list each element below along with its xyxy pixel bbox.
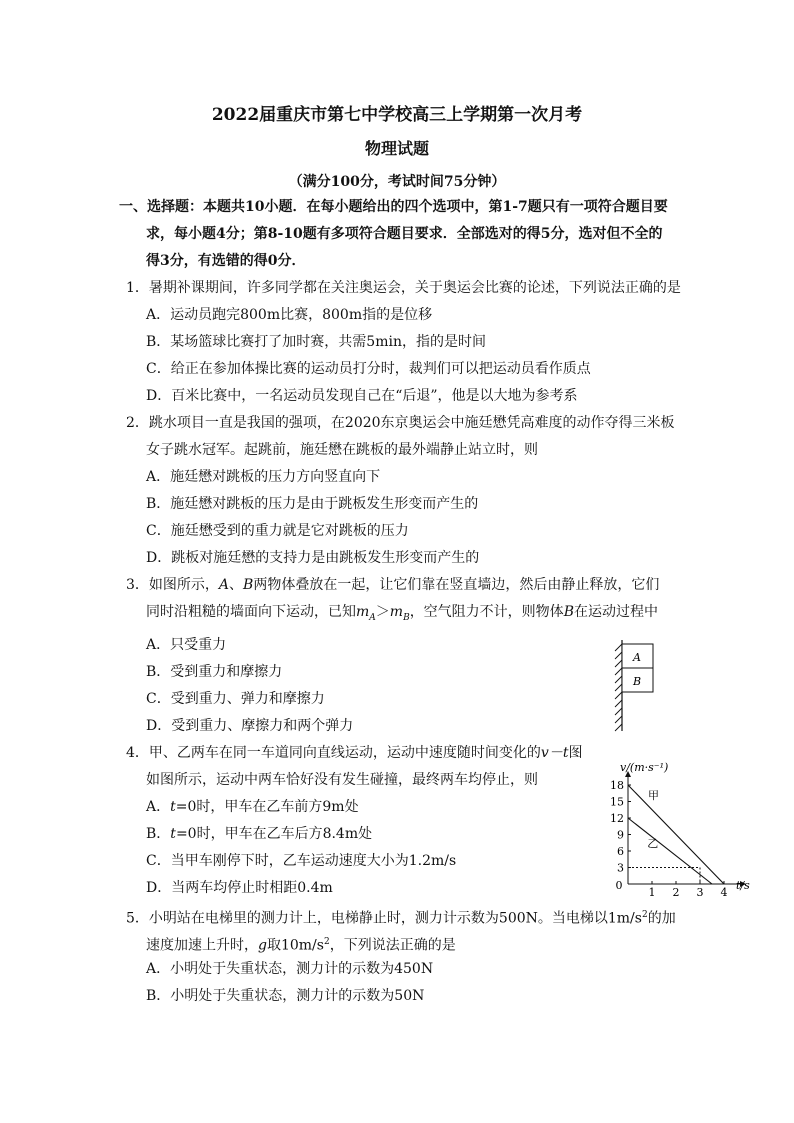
x-tick-label: 1 (648, 886, 656, 899)
q4-vt-symbol: v－t (540, 745, 569, 761)
q4-option-b (146, 825, 372, 843)
q4-option-a-label: A． (146, 799, 171, 815)
q3-object-a: A (218, 577, 230, 593)
q3-option-d: D．受到重力、摩擦力和两个弹力 (146, 718, 354, 734)
x-tick-label: 4 (720, 886, 728, 899)
q3-stem-text: 同时沿粗糙的墙面向下运动，已知 (146, 604, 356, 620)
q5-gravity-symbol: g (258, 937, 267, 954)
x-tick-label: 3 (696, 886, 704, 899)
exam-subject: 物理试题 (364, 139, 429, 158)
y-tick-label: 18 (610, 779, 624, 792)
q3-stem-text: ，空气阻力不计，则物体 (409, 604, 564, 620)
q5-stem-text: 的加 (647, 910, 676, 927)
q2-stem-line1: 2．跳水项目一直是我国的强项，在2020东京奥运会中施廷懋凭高难度的动作夺得三米板 (126, 415, 675, 431)
q3-greater-than: ＞ (375, 604, 390, 620)
wall-hatching (615, 644, 622, 731)
q4-stem-line1 (126, 744, 582, 762)
q5-stem-text: 速度加速上升时， (146, 937, 258, 954)
q5-exponent: 2 (323, 937, 330, 947)
series-label-jia: 甲 (648, 788, 659, 802)
q5-exponent: 2 (641, 910, 648, 920)
q3-stem-text: 3．如图所示， (126, 577, 219, 593)
q2-option-c: C．施廷懋受到的重力就是它对跳板的压力 (146, 523, 409, 539)
q4-option-b-label: B． (146, 826, 171, 842)
q3-stem-line2 (146, 603, 658, 627)
q4-time-symbol: t (170, 799, 176, 815)
q3-option-a: A．只受重力 (146, 637, 227, 653)
exam-info: （满分100分，考试时间75分钟） (288, 174, 506, 190)
q3-object-b: B (563, 604, 574, 620)
q5-stem-text: ，下列说法正确的是 (329, 937, 456, 954)
q3-mass-symbol: m (356, 604, 370, 620)
q5-stem-text: 取10m/s (266, 937, 324, 954)
q1-stem: 1．暑期补课期间，许多同学都在关注奥运会，关于奥运会比赛的论述，下列说法正确的是 (126, 280, 681, 296)
q5-option-b: B．小明处于失重状态，测力计的示数为50N (146, 988, 425, 1004)
q4-stem-text: 图 (568, 745, 583, 761)
y-tick-label: 3 (617, 861, 624, 875)
q1-option-b: B．某场篮球比赛打了加时赛，共需5min，指的是时间 (146, 334, 486, 350)
x-tick-label: 2 (672, 886, 680, 899)
y-tick-label: 9 (617, 828, 624, 842)
origin-label: 0 (615, 879, 623, 892)
q1-option-a: A．运动员跑完800m比赛，800m指的是位移 (146, 307, 433, 323)
section1-line1: 一、选择题：本题共10小题．在每小题给出的四个选项中，第1-7题只有一项符合题目要 (119, 199, 668, 215)
q4-option-a (146, 798, 359, 816)
q4-option-c: C．当甲车刚停下时，乙车运动速度大小为1.2m/s (146, 853, 457, 869)
q4-stem-line2: 如图所示，运动中两车恰好没有发生碰撞，最终两车均停止，则 (146, 772, 538, 788)
q4-option-b-text: =0时，甲车在乙车后方8.4m处 (175, 826, 373, 842)
q4-option-a-text: =0时，甲车在乙车前方9m处 (175, 799, 359, 815)
q3-stem-text: 两物体叠放在一起，让它们靠在竖直墙边，然后由静止释放，它们 (253, 577, 660, 593)
q5-stem-text: 5．小明站在电梯里的测力计上，电梯静止时，测力计示数为500N。当电梯以1m/s (126, 910, 642, 927)
q3-object-b: B (243, 577, 254, 593)
q3-option-b: B．受到重力和摩擦力 (146, 664, 283, 680)
q4-stem-text: 4．甲、乙两车在同一车道同向直线运动，运动中速度随时间变化的 (126, 745, 541, 761)
q4-time-symbol: t (170, 826, 176, 842)
y-axis-label: v/(m·s⁻¹) (620, 761, 669, 774)
q3-mass-symbol: m (389, 604, 404, 620)
q3-stem-text: 在运动过程中 (573, 604, 658, 620)
q3-mass-sub-a: A (369, 612, 376, 623)
y-tick-label: 6 (617, 845, 624, 858)
q1-option-c: C．给正在参加体操比赛的运动员打分时，裁判们可以把运动员看作质点 (146, 361, 591, 377)
block-b-label: B (632, 675, 642, 688)
series-label-yi: 乙 (647, 836, 659, 850)
block-a-label: A (633, 651, 641, 664)
q2-stem-line2: 女子跳水冠军。起跳前，施廷懋在跳板的最外端静止站立时，则 (146, 442, 538, 458)
q5-stem-line2 (146, 933, 456, 955)
q3-stem-line1 (126, 576, 659, 594)
y-tick-label: 15 (610, 795, 624, 809)
exam-title: 2022届重庆市第七中学校高三上学期第一次月考 (211, 105, 583, 125)
q5-option-a: A．小明处于失重状态，测力计的示数为450N (146, 961, 434, 977)
section1-line3: 得3分，有选错的得0分． (146, 253, 306, 269)
series-line-jia (628, 785, 724, 884)
section1-line2: 求，每小题4分；第8-10题有多项符合题目要求．全部选对的得5分，选对但不全的 (146, 226, 663, 242)
q1-option-d: D．百米比赛中，一名运动员发现自己在“后退”，他是以大地为参考系 (146, 388, 578, 404)
q2-option-b: B．施廷懋对跳板的压力是由于跳板发生形变而产生的 (146, 496, 479, 512)
q3-mass-sub-b: B (403, 612, 410, 623)
y-tick-label: 12 (610, 812, 624, 825)
q5-stem-line1 (126, 906, 676, 928)
q3-option-c: C．受到重力、弹力和摩擦力 (146, 691, 325, 707)
q2-option-d: D．跳板对施廷懋的支持力是由跳板发生形变而产生的 (146, 550, 480, 566)
q3-wall-figure (605, 636, 665, 736)
q3-separator: 、 (229, 577, 244, 593)
q4-vt-chart (600, 761, 760, 899)
q4-option-d: D．当两车均停止时相距0.4m (146, 880, 333, 896)
q2-option-a: A．施廷懋对跳板的压力方向竖直向下 (146, 469, 381, 485)
x-axis-label: t/s (736, 879, 750, 892)
